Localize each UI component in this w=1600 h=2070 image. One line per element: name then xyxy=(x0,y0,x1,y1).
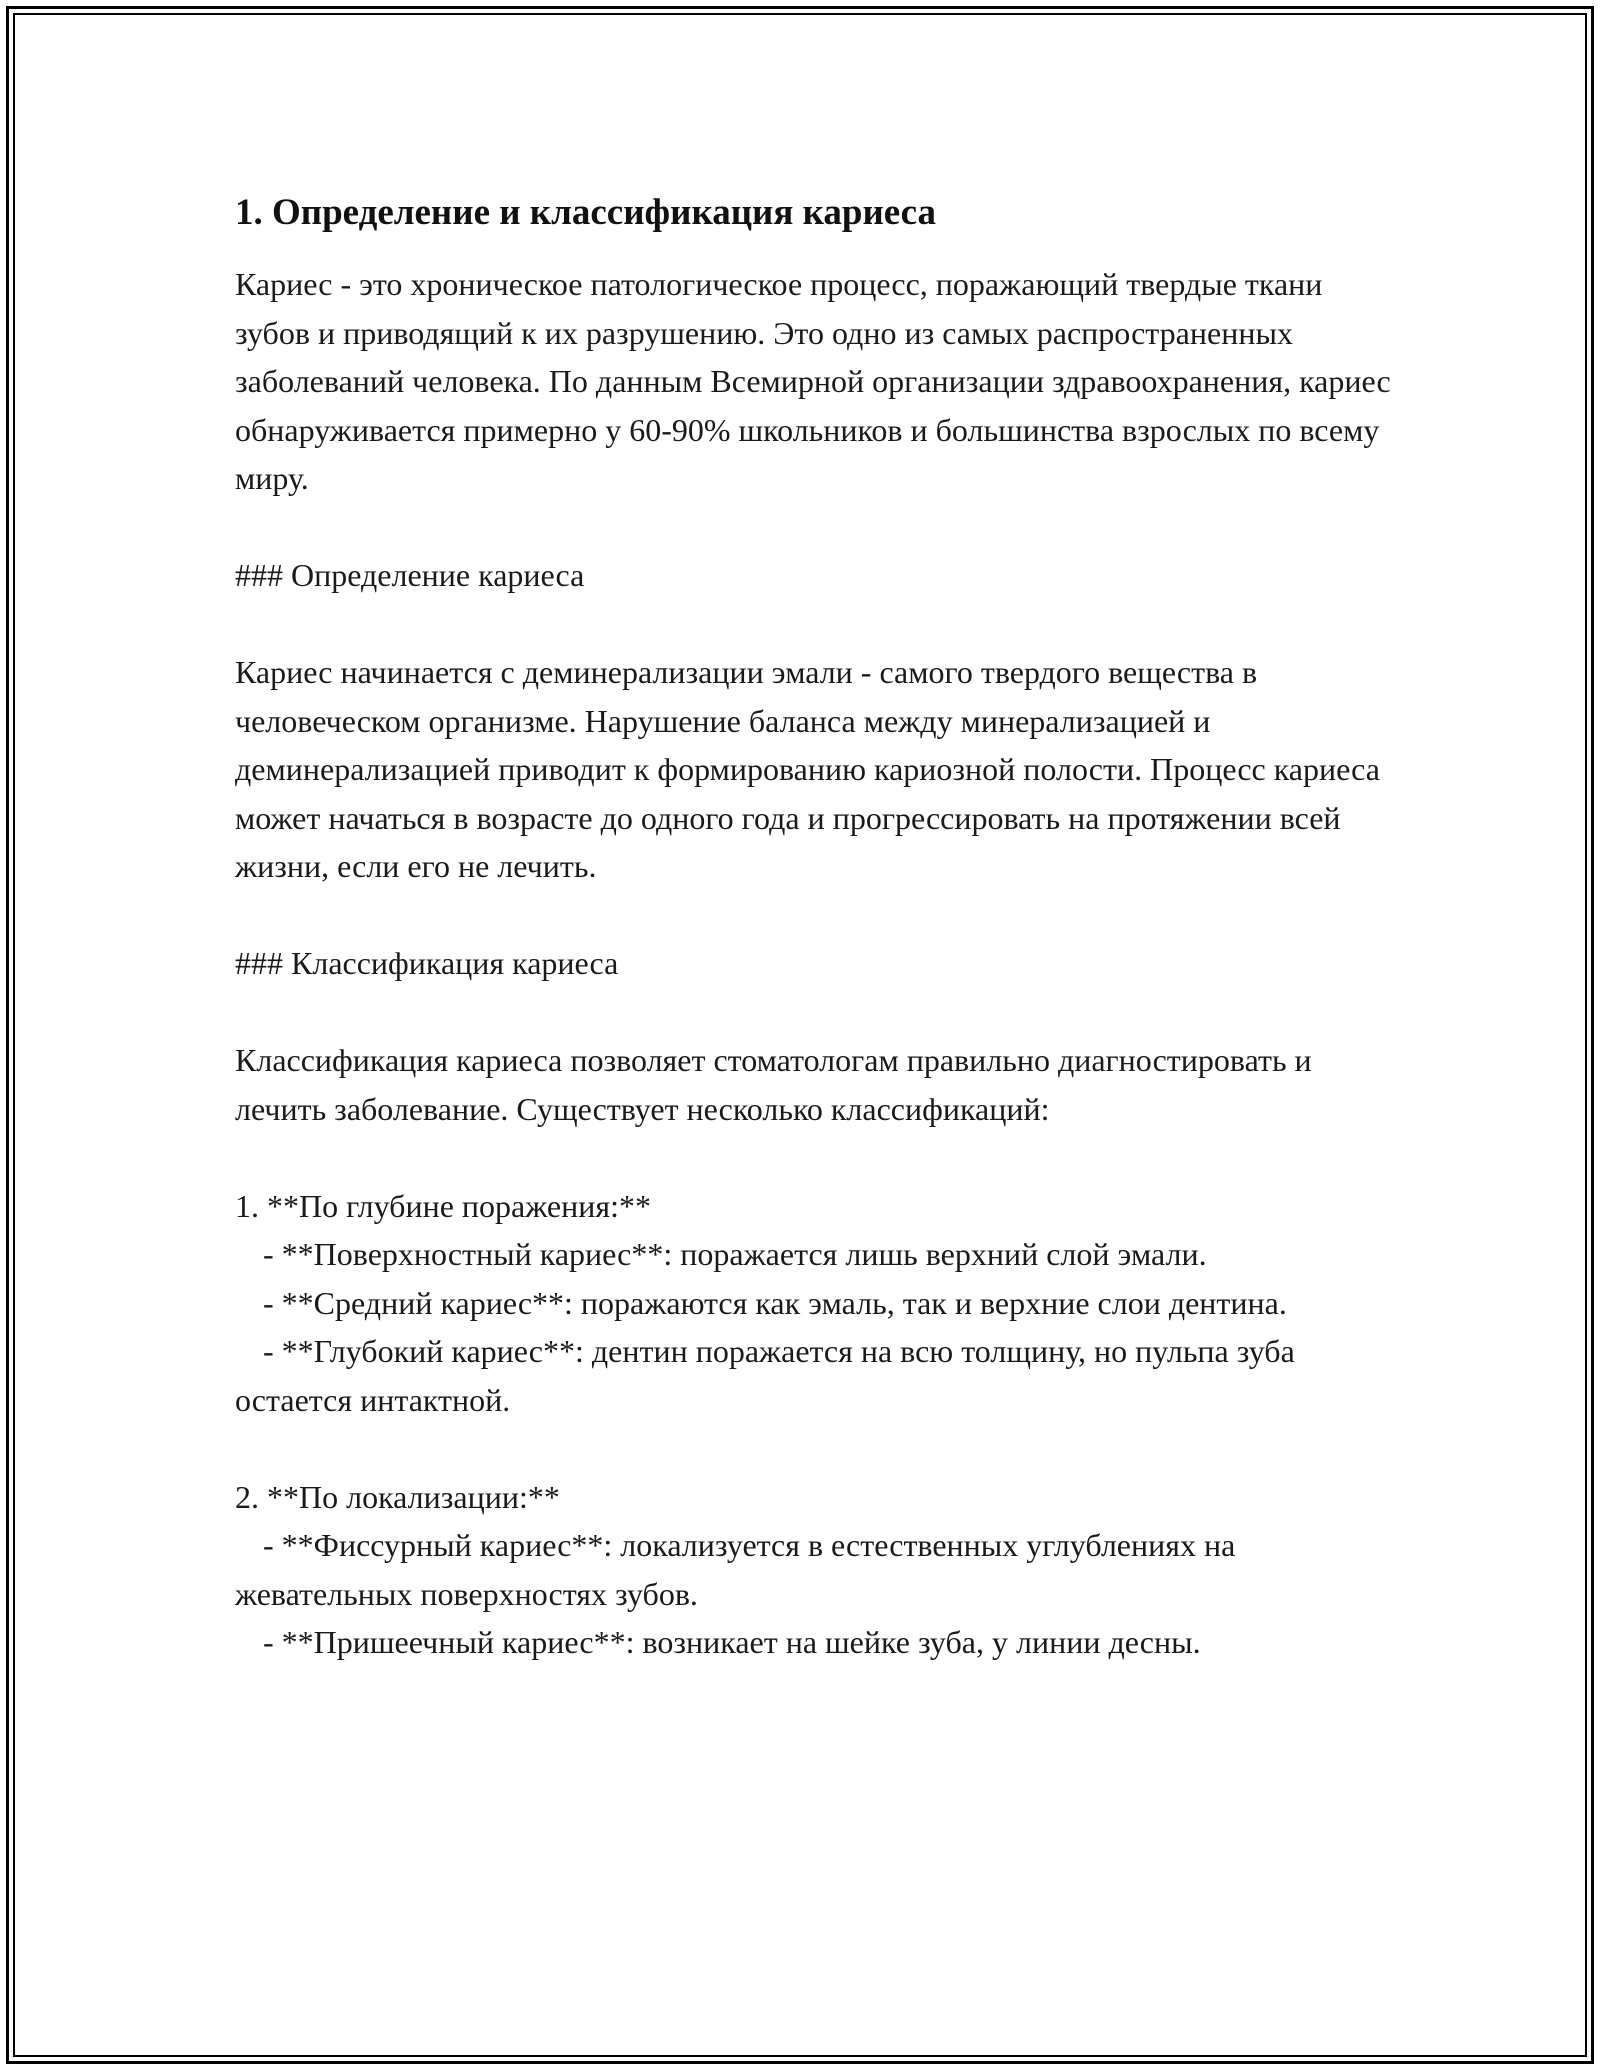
definition-paragraph: Кариес начинается с деминерализации эмали - самого твердого вещества в человеческом организме. Нарушение баланса между минерализацией и деминерализацией приводит к формированию кариозной полости. Процесс кариеса может начаться в возрасте до одного года и прогрессировать на протяжении всей жизни, если его не лечить. xyxy=(235,654,1380,884)
list-item-medium: - **Средний кариес**: поражаются как эмаль, так и верхние слои дентина. xyxy=(263,1284,1287,1321)
list-item-cervical: - **Пришеечный кариес**: возникает на шейке зуба, у линии десны. xyxy=(263,1624,1201,1660)
document-page xyxy=(235,186,1395,1667)
list-item-superficial: - **Поверхностный кариес**: поражается лишь верхний слой эмали. xyxy=(263,1236,1207,1272)
list-item-deep: - **Глубокий кариес**: дентин поражается на всю толщину, но пульпа зуба остается интактной. xyxy=(235,1333,1295,1418)
page-title: 1. Определение и классификация кариеса xyxy=(235,192,937,233)
group-title-location: 2. **По локализации:** xyxy=(235,1478,560,1515)
definition-heading: ### Определение кариеса xyxy=(235,557,585,593)
group-title-depth: 1. **По глубине поражения:** xyxy=(235,1187,651,1224)
list-item-fissure: - **Фиссурный кариес**: локализуется в естественных углублениях на жевательных поверхностях зубов. xyxy=(235,1527,1236,1612)
classification-group-depth xyxy=(235,1182,1395,1425)
classification-group-location xyxy=(235,1473,1395,1667)
classification-paragraph: Классификация кариеса позволяет стоматологам правильно диагностировать и лечить заболевание. Существует несколько классификаций: xyxy=(235,1042,1312,1127)
classification-heading: ### Классификация кариеса xyxy=(235,945,619,981)
intro-paragraph: Кариес - это хроническое патологическое процесс, поражающий твердые ткани зубов и приводящий к их разрушению. Это одно из самых распространенных заболеваний человека. По данным Всемирной организации здравоохранения, кариес обнаруживается примерно у 60-90% школьников и большинства взрослых по всему миру. xyxy=(235,266,1391,496)
